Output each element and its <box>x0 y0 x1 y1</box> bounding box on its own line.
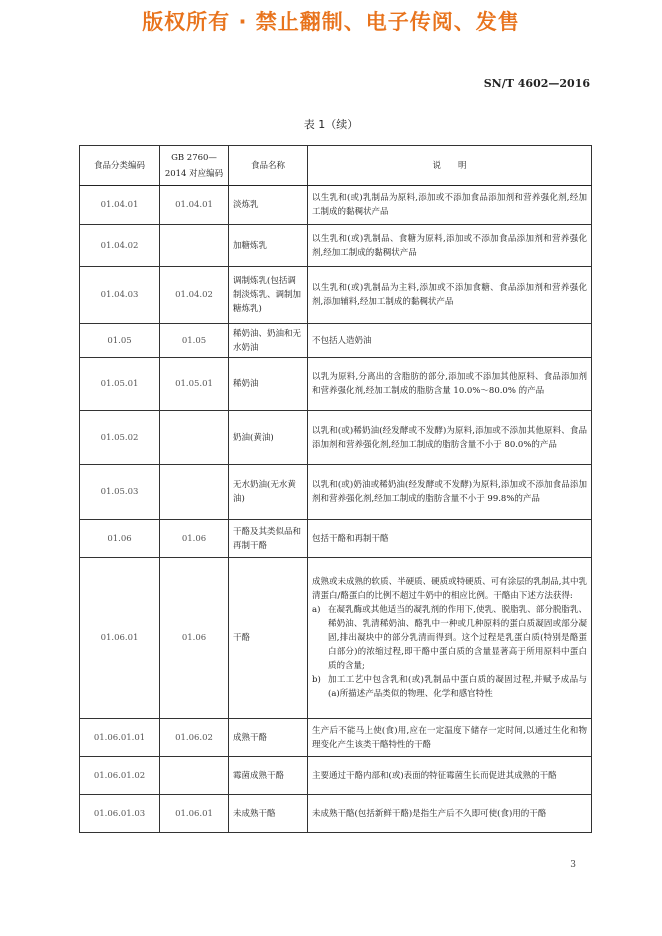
food-category-table <box>79 145 592 833</box>
gb-code-cell: 01.05 <box>160 324 229 358</box>
table-row <box>80 719 592 757</box>
description-cell: 未成熟干酪(包括新鲜干酪)是指生产后不久即可使(食)用的干酪 <box>308 795 592 833</box>
table-row <box>80 186 592 225</box>
header-code: 食品分类编码 <box>80 146 160 186</box>
gb-code-cell <box>160 465 229 520</box>
food-name-cell: 干酪 <box>229 558 308 719</box>
table-row <box>80 795 592 833</box>
table-row <box>80 411 592 465</box>
table-row <box>80 324 592 358</box>
food-name-cell: 未成熟干酪 <box>229 795 308 833</box>
gb-code-cell: 01.06 <box>160 558 229 719</box>
description-cell: 不包括人造奶油 <box>308 324 592 358</box>
gb-code-cell: 01.04.01 <box>160 186 229 225</box>
list-item <box>312 673 587 701</box>
copyright-watermark: 版权所有 · 禁止翻制、电子传阅、发售 <box>142 10 520 34</box>
code-cell: 01.06.01.03 <box>80 795 160 833</box>
code-cell: 01.06.01.01 <box>80 719 160 757</box>
description-cell: 以生乳和(或)乳制品为原料,添加或不添加食品添加剂和营养强化剂,经加工制成的黏稠状产品 <box>308 186 592 225</box>
header-gb-code: GB 2760—2014 对应编码 <box>160 146 229 186</box>
header-food-name: 食品名称 <box>229 146 308 186</box>
list-item-text: 加工工艺中包含乳和(或)乳制品中蛋白质的凝固过程,并赋予成品与(a)所描述产品类似的物理、化学和感官特性 <box>328 675 587 699</box>
description-cell: 以乳和(或)奶油或稀奶油(经发酵或不发酵)为原料,添加或不添加食品添加剂和营养强化剂,经加工制成的脂肪含量不小于 99.8%的产品 <box>308 465 592 520</box>
table-row <box>80 558 592 719</box>
code-cell: 01.05 <box>80 324 160 358</box>
code-cell: 01.04.03 <box>80 267 160 324</box>
food-name-cell: 无水奶油(无水黄油) <box>229 465 308 520</box>
description-cell: 以乳为原料,分离出的含脂肪的部分,添加或不添加其他原料、食品添加剂和营养强化剂,经加工制成的脂肪含量 10.0%～80.0% 的产品 <box>308 358 592 411</box>
list-item-text: 在凝乳酶或其他适当的凝乳剂的作用下,使乳、脱脂乳、部分脱脂乳、稀奶油、乳清稀奶油、酪乳中一种或几种原料的蛋白质凝固或部分凝固,排出凝块中的部分乳清而得到。这个过程是乳蛋白质(特别是酪蛋白部分)的浓缩过程,即干酪中蛋白质的含量显著高于所用原料中蛋白质的含量; <box>328 605 587 671</box>
food-name-cell: 干酪及其类似品和再制干酪 <box>229 520 308 558</box>
table-row <box>80 225 592 267</box>
gb-code-cell: 01.04.02 <box>160 267 229 324</box>
description-intro: 成熟或未成熟的软质、半硬质、硬质或特硬质、可有涂层的乳制品,其中乳清蛋白/酪蛋白的比例不超过牛奶中的相应比例。干酪由下述方法获得: <box>312 577 587 601</box>
table-row <box>80 267 592 324</box>
code-cell: 01.04.02 <box>80 225 160 267</box>
description-cell: 以生乳和(或)乳制品为主料,添加或不添加食糖、食品添加剂和营养强化剂,添加辅料,经加工制成的黏稠状产品 <box>308 267 592 324</box>
gb-code-cell: 01.06.01 <box>160 795 229 833</box>
code-cell: 01.06 <box>80 520 160 558</box>
table-row <box>80 757 592 795</box>
food-name-cell: 稀奶油、奶油和无水奶油 <box>229 324 308 358</box>
gb-code-cell: 01.05.01 <box>160 358 229 411</box>
table-title: 表 1（续） <box>303 118 359 131</box>
table-row <box>80 465 592 520</box>
food-name-cell: 淡炼乳 <box>229 186 308 225</box>
description-cell <box>308 558 592 719</box>
code-cell: 01.05.01 <box>80 358 160 411</box>
code-cell: 01.06.01.02 <box>80 757 160 795</box>
gb-code-cell <box>160 411 229 465</box>
gb-code-cell <box>160 757 229 795</box>
description-cell: 包括干酪和再制干酪 <box>308 520 592 558</box>
gb-code-cell: 01.06.02 <box>160 719 229 757</box>
gb-code-cell: 01.06 <box>160 520 229 558</box>
table-row <box>80 358 592 411</box>
table-row <box>80 520 592 558</box>
table-header-row <box>80 146 592 186</box>
description-cell: 以乳和(或)稀奶油(经发酵或不发酵)为原料,添加或不添加其他原料、食品添加剂和营养强化剂,经加工制成的脂肪含量不小于 80.0%的产品 <box>308 411 592 465</box>
page-number: 3 <box>570 860 576 870</box>
food-name-cell: 霉菌成熟干酪 <box>229 757 308 795</box>
list-item-label: a) <box>312 605 321 615</box>
description-cell: 以生乳和(或)乳制品、食糖为原料,添加或不添加食品添加剂和营养强化剂,经加工制成的黏稠状产品 <box>308 225 592 267</box>
code-cell: 01.05.02 <box>80 411 160 465</box>
gb-code-cell <box>160 225 229 267</box>
food-name-cell: 成熟干酪 <box>229 719 308 757</box>
description-cell: 生产后不能马上使(食)用,应在一定温度下储存一定时间,以通过生化和物理变化产生该类干酪特性的干酪 <box>308 719 592 757</box>
food-name-cell: 加糖炼乳 <box>229 225 308 267</box>
code-cell: 01.04.01 <box>80 186 160 225</box>
list-item <box>312 603 587 673</box>
code-cell: 01.06.01 <box>80 558 160 719</box>
list-item-label: b) <box>312 675 321 685</box>
food-name-cell: 奶油(黄油) <box>229 411 308 465</box>
food-name-cell: 调制炼乳(包括调制淡炼乳、调制加糖炼乳) <box>229 267 308 324</box>
description-cell: 主要通过干酪内部和(或)表面的特征霉菌生长而促进其成熟的干酪 <box>308 757 592 795</box>
header-description: 说 明 <box>308 146 592 186</box>
food-name-cell: 稀奶油 <box>229 358 308 411</box>
code-cell: 01.05.03 <box>80 465 160 520</box>
standard-code: SN/T 4602—2016 <box>483 77 590 90</box>
